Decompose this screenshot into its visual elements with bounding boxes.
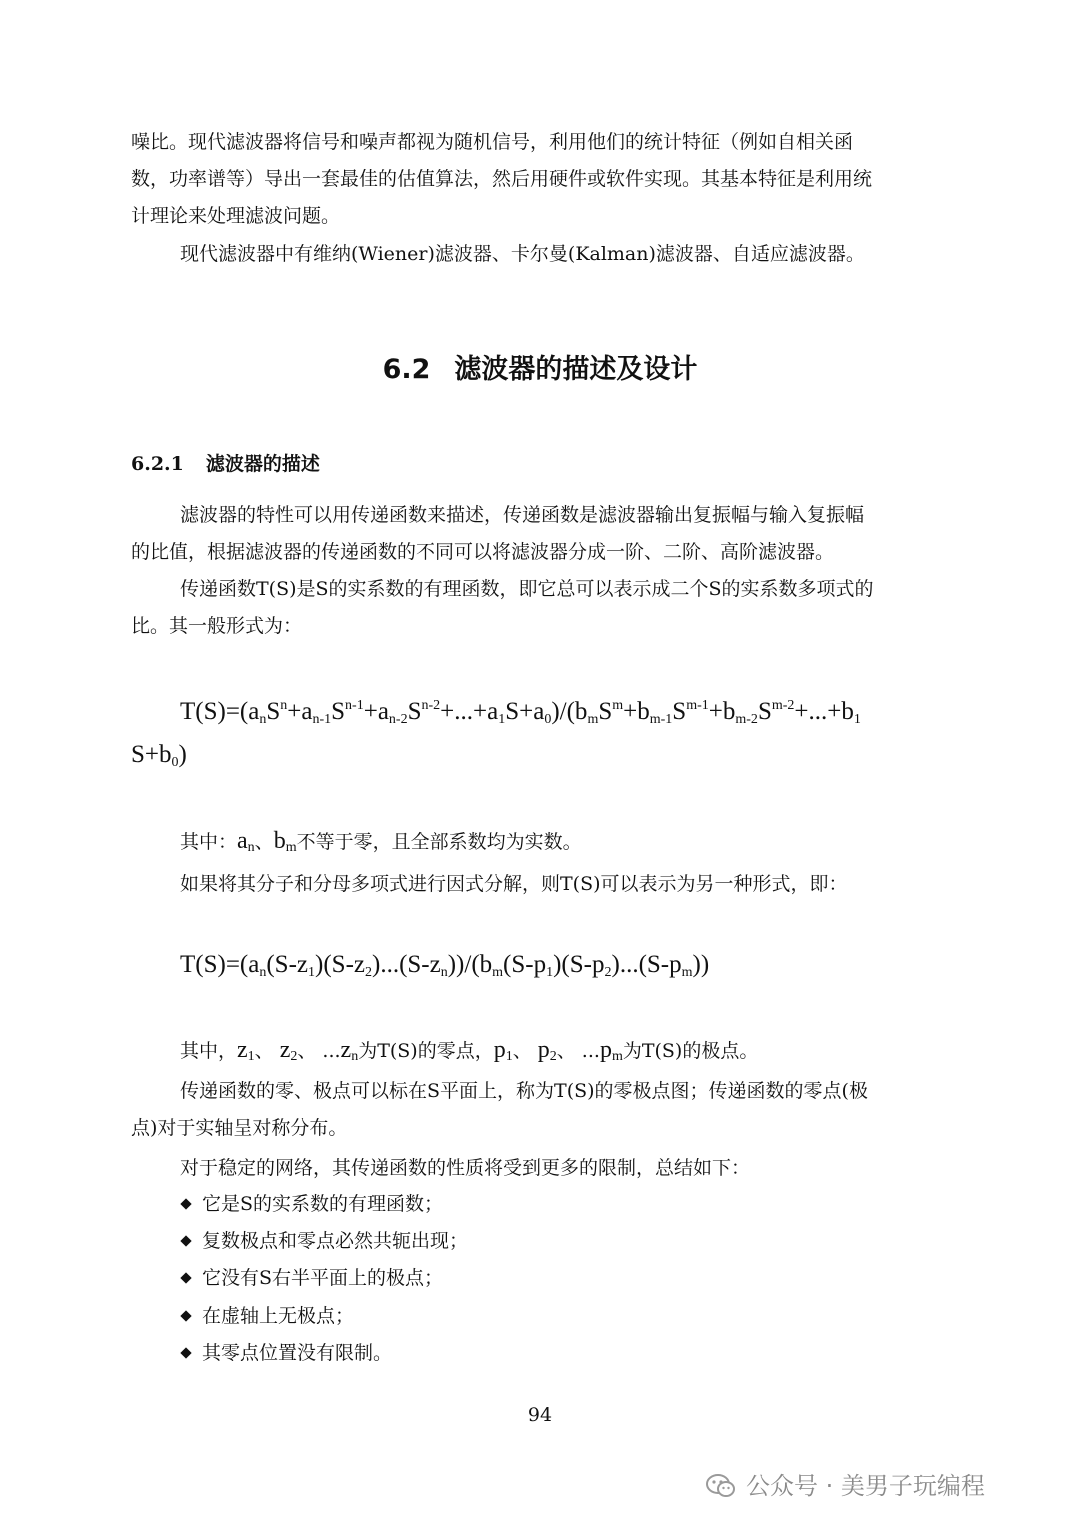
paragraph-line: 数，功率谱等）导出一套最佳的估值算法，然后用硬件或软件实现。其基本特征是利用统 [131, 168, 873, 190]
section-heading [0, 348, 1080, 392]
paragraph-line: 噪比。现代滤波器将信号和噪声都视为随机信号，利用他们的统计特征（例如自相关函 [131, 131, 854, 153]
pole-1 [494, 1037, 513, 1063]
diamond-bullet-icon [180, 1198, 191, 1209]
paragraph-line: 滤波器的特性可以用传递函数来描述，传递函数是滤波器输出复振幅与输入复振幅 [180, 504, 865, 526]
paragraph-line: 比。其一般形式为： [131, 615, 303, 637]
note-suffix: 不等于零，且全部系数均为实数。 [296, 831, 582, 853]
list-item [180, 1298, 354, 1335]
zero-symbol: z [237, 1037, 248, 1063]
watermark-text: 公众号 · 美男子玩编程 [746, 1472, 985, 1500]
list-item-text: 它没有S右半平面上的极点； [202, 1267, 444, 1289]
note-sep: 、 [512, 1040, 538, 1062]
formula-line: $T(S)=(a_nS^n+a_{n-1}S^{n-1}+a_{n-2}S^{n-2}+...+a_1S+a_0)/(b_mS^m+b_{m-1}S^{m-1}+b_{m-2}S^{m-2}+...+b_1$ [180, 698, 861, 727]
pole-sub: 2 [549, 1049, 557, 1064]
paragraph-line: 计理论来处理滤波问题。 [131, 205, 341, 227]
wechat-icon [706, 1473, 736, 1499]
subsection-heading [131, 446, 320, 483]
transfer-function-formula [180, 681, 861, 745]
zero-n [341, 1037, 359, 1063]
coef-a [237, 828, 255, 854]
section-title: 滤波器的描述及设计 [454, 354, 698, 385]
zero-1 [237, 1037, 255, 1063]
section-number: 6.2 [382, 354, 431, 385]
pole-sub: 1 [505, 1049, 513, 1064]
note-sep: 、 ... [297, 1040, 341, 1062]
page-number: 94 [527, 1404, 553, 1426]
diamond-bullet-icon [180, 1347, 191, 1358]
zero-sub: 1 [247, 1049, 255, 1064]
note-prefix: 其中， [180, 1040, 238, 1062]
list-item [180, 1335, 392, 1372]
paragraph-line: 现代滤波器中有维纳(Wiener)滤波器、卡尔曼(Kalman)滤波器、自适应滤波器。 [180, 243, 865, 265]
pole-symbol: p [537, 1037, 550, 1063]
zero-sub: n [351, 1049, 359, 1064]
pole-symbol: p [493, 1037, 506, 1063]
list-item-text: 在虚轴上无极点； [202, 1305, 355, 1327]
formula-line: $T(S)=(a_n(S-z_1)(S-z_2)...(S-z_n))/(b_m(S-p_1)(S-p_2)...(S-p_m))$ [180, 951, 710, 980]
paragraph-line: 点)对于实轴呈对称分布。 [131, 1117, 348, 1139]
list-item-text: 它是S的实系数的有理函数； [202, 1193, 444, 1215]
list-item [180, 1260, 443, 1297]
diamond-bullet-icon [180, 1310, 191, 1321]
paragraph-line: 的比值，根据滤波器的传递函数的不同可以将滤波器分成一阶、二阶、高阶滤波器。 [131, 541, 835, 563]
diamond-bullet-icon [180, 1272, 191, 1283]
zeros-poles-note [180, 1032, 1000, 1075]
diamond-bullet-icon [180, 1235, 191, 1246]
coef-a-symbol: a [237, 828, 248, 854]
pole-m [600, 1037, 623, 1063]
list-item-text: 其零点位置没有限制。 [202, 1342, 393, 1364]
pole-symbol: p [599, 1037, 612, 1063]
formula-line: $S+b_0$) [131, 741, 187, 770]
note-suffix: 为T(S)的极点。 [622, 1040, 759, 1062]
note-sep: 、 [254, 831, 274, 853]
paragraph-line: 传递函数T(S)是S的实系数的有理函数，即它总可以表示成二个S的实系数多项式的 [180, 578, 874, 600]
coef-b-sub: m [285, 840, 297, 855]
list-item-text: 复数极点和零点必然共轭出现； [202, 1230, 469, 1252]
note-prefix: 其中： [180, 831, 238, 853]
list-item [180, 1186, 443, 1223]
pole-sub: m [611, 1049, 623, 1064]
paragraph-line: 传递函数的零、极点可以标在S平面上，称为T(S)的零极点图；传递函数的零点(极 [180, 1080, 868, 1102]
coefficient-note [180, 823, 1000, 866]
coef-b-symbol: b [273, 828, 286, 854]
factored-formula [180, 940, 709, 998]
zero-symbol: z [279, 1037, 291, 1063]
pole-2 [538, 1037, 557, 1063]
note-sep: 、 ... [556, 1040, 600, 1062]
transfer-function-formula-cont [131, 730, 187, 788]
paragraph-line: 对于稳定的网络，其传递函数的性质将受到更多的限制，总结如下： [180, 1157, 751, 1179]
coef-a-sub: n [247, 840, 255, 855]
list-item [180, 1223, 468, 1260]
zero-symbol: z [340, 1037, 352, 1063]
zero-2 [280, 1037, 298, 1063]
note-mid: 为T(S)的零点， [358, 1040, 494, 1062]
zero-sub: 2 [290, 1049, 298, 1064]
note-sep: 、 [254, 1040, 280, 1062]
coef-b [274, 828, 297, 854]
subsection-title: 滤波器的描述 [205, 453, 320, 475]
watermark [706, 1466, 985, 1506]
subsection-number: 6.2.1 [131, 453, 184, 475]
paragraph-line: 如果将其分子和分母多项式进行因式分解，则T(S)可以表示为另一种形式，即： [180, 873, 848, 895]
